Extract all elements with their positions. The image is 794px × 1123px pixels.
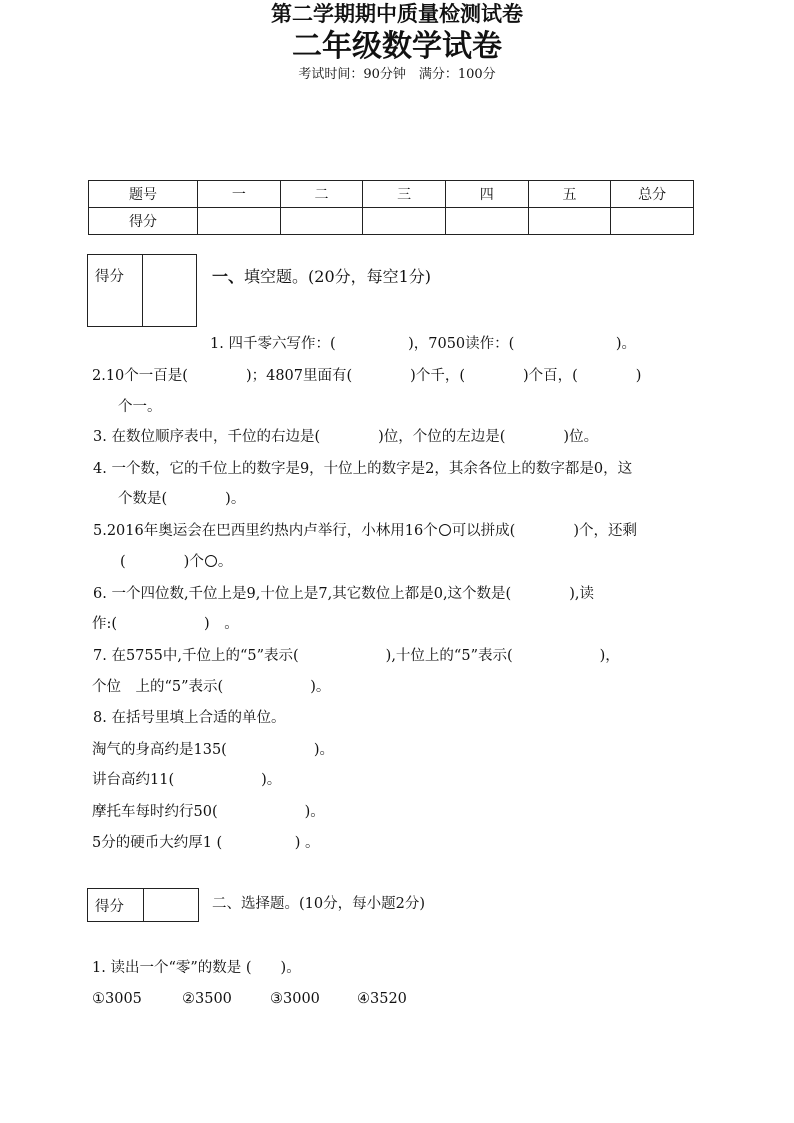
score-table-header: 三 <box>363 181 446 208</box>
section1-score-label: 得分 <box>88 255 143 327</box>
score-table-header-row <box>89 181 694 208</box>
score-cell[interactable] <box>363 208 446 235</box>
question-line: 8. 在括号里填上合适的单位。 <box>93 710 286 726</box>
question-line: 4. 一个数，它的千位上的数字是9，十位上的数字是2，其余各位上的数字都是0，这 <box>93 461 633 477</box>
question-line <box>93 521 637 541</box>
score-cell[interactable] <box>198 208 281 235</box>
question-text: ( )个 <box>120 554 204 570</box>
section1-score-cell[interactable] <box>143 255 197 327</box>
question-line: 讲台高约11( )。 <box>92 772 282 788</box>
section2-score-label: 得分 <box>88 889 144 922</box>
exam-title: 第二学期期中质量检测试卷 <box>271 1 523 26</box>
question-text: 。 <box>217 554 233 570</box>
score-cell[interactable] <box>611 208 694 235</box>
question-line: 摩托车每时约行50( )。 <box>92 804 325 820</box>
question-line: 3. 在数位顺序表中，千位的右边是( )位，个位的左边是( )位。 <box>93 429 599 445</box>
option-item: ②3500 <box>182 991 232 1007</box>
question-line <box>120 552 232 572</box>
section1-heading-num: 一、 <box>212 267 245 286</box>
question-line: 个一。 <box>118 399 162 415</box>
question-line: 个数是( )。 <box>118 491 246 507</box>
score-cell[interactable] <box>528 208 611 235</box>
score-cell[interactable] <box>445 208 528 235</box>
score-table-header: 四 <box>445 181 528 208</box>
section1-score-box <box>87 254 197 327</box>
question-text: 可以拼成( )个，还剩 <box>451 523 638 539</box>
question-line: 7. 在5755中,千位上的“5”表示( ),十位上的“5”表示( )， <box>93 648 620 664</box>
exam-info: 考试时间：90分钟 满分：100分 <box>298 67 496 82</box>
circle-icon <box>205 555 217 567</box>
exam-subtitle: 二年级数学试卷 <box>292 29 502 64</box>
question-line: 6. 一个四位数,千位上是9,十位上是7,其它数位上都是0,这个数是( ),读 <box>93 586 594 602</box>
option-item: ④3520 <box>357 991 407 1007</box>
score-row-label: 得分 <box>89 208 198 235</box>
score-table-header: 五 <box>528 181 611 208</box>
score-table-header: 一 <box>198 181 281 208</box>
question-line: 1. 四千零六写作：( )，7050读作：( )。 <box>210 336 636 352</box>
score-table-header: 二 <box>280 181 363 208</box>
score-table-header: 总分 <box>611 181 694 208</box>
question-line: 作:( ) 。 <box>92 616 239 632</box>
section1-heading <box>212 266 431 288</box>
score-table-row <box>89 208 694 235</box>
question-text: 5.2016年奥运会在巴西里约热内卢举行，小林用16个 <box>93 523 438 539</box>
score-cell[interactable] <box>280 208 363 235</box>
question-line: 1. 读出一个“零”的数是 ( )。 <box>92 960 301 976</box>
option-item: ①3005 <box>92 991 142 1007</box>
section2-heading: 二、选择题。(10分，每小题2分) <box>212 896 425 912</box>
section1-heading-text: 填空题。(20分，每空1分) <box>244 267 432 286</box>
circle-icon <box>439 524 451 536</box>
question-line: 淘气的身高约是135( )。 <box>92 742 334 758</box>
score-table <box>88 180 694 235</box>
question-line: 5分的硬币大约厚1 ( ) 。 <box>92 835 320 851</box>
question-line: 2.10个一百是( )；4807里面有( )个千，( )个百，( ) <box>92 368 642 384</box>
section2-score-box <box>87 888 199 922</box>
question-line: 个位 上的“5”表示( )。 <box>92 679 331 695</box>
option-item: ③3000 <box>270 991 320 1007</box>
section2-score-cell[interactable] <box>144 889 199 922</box>
score-table-header: 题号 <box>89 181 198 208</box>
